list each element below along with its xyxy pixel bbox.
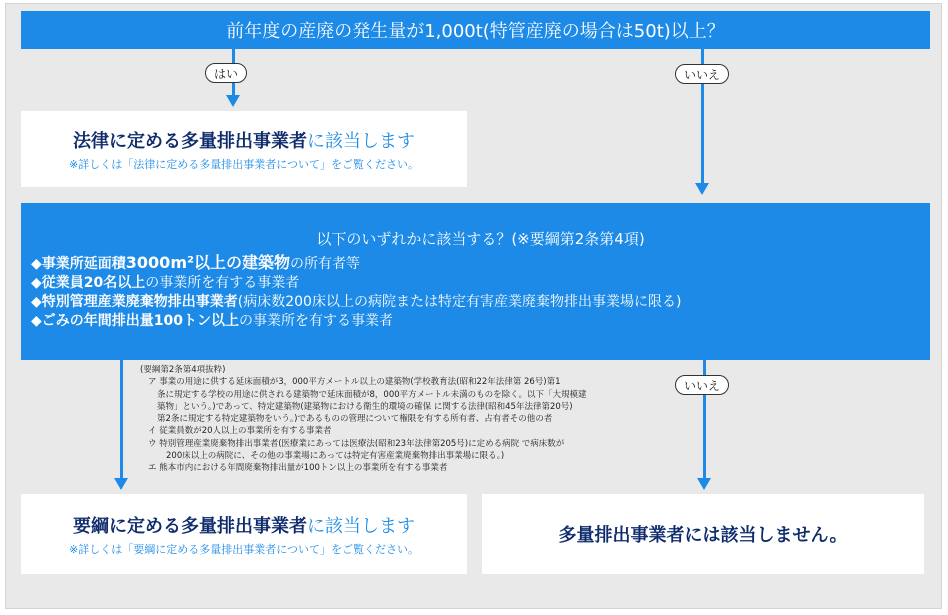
yes-connector-line-2	[120, 360, 123, 478]
no-arrowhead-1	[695, 183, 709, 195]
result-guideline-suffix: に該当します	[307, 515, 415, 537]
result-not-box	[482, 494, 924, 574]
result-not-text: 多量排出事業者には該当しません。	[558, 525, 848, 546]
criteria-item-rest: の事業所を有する事業者	[145, 275, 300, 291]
result-guideline-box	[21, 494, 467, 574]
no-label-1: いいえ	[675, 64, 729, 84]
excerpt-line: エ 熊本市内における年間廃棄物排出量が100トン以上の事業所を有する事業者	[148, 463, 448, 474]
criteria-item	[31, 274, 930, 293]
criteria-item-emphasis: 3000m²以上の建築物	[125, 253, 290, 272]
criteria-item	[31, 312, 930, 331]
criteria-item-rest: の所有者等	[290, 256, 360, 272]
result-law-title	[73, 127, 415, 153]
question-2-title: 以下のいずれかに該当する？(※要綱第2条第4項)	[316, 230, 645, 248]
criteria-item-bold: ◆従業員20名以上	[31, 275, 146, 291]
result-guideline-title	[73, 512, 415, 538]
result-law-note: ※詳しくは「法律に定める多量排出事業者について」をご覧ください。	[69, 157, 419, 171]
criteria-item-bold: ◆ごみの年間排出量100トン以上	[31, 313, 239, 329]
criteria-item-rest: (病床数200床以上の病院または特定有害産業廃棄物排出事業場に限る)	[237, 294, 682, 310]
yes-arrowhead-2	[114, 478, 128, 490]
result-guideline-note: ※詳しくは「要綱に定める多量排出事業者について」をご覧ください。	[69, 542, 419, 556]
criteria-item-rest: の事業所を有する事業者	[239, 313, 393, 329]
no-arrowhead-2	[697, 478, 711, 490]
excerpt-line: ウ 特別管理産業廃棄物排出事業者(医療業にあっては医療法(昭和23年法律第205号)に定める病院 で病床数が	[148, 438, 565, 449]
excerpt-line: 築物」という。)であって、特定建築物(建築物における衛生的環境の確保 に関する法律(昭和45年法律第20号)	[157, 401, 573, 412]
result-guideline-bold: 要綱に定める多量排出事業者	[73, 515, 307, 537]
excerpt-line: 200床以上の病院に、その他の事業場にあっては特定有害産業廃棄物排出事業場に限る。)	[166, 451, 505, 462]
question-1-box	[21, 11, 930, 49]
excerpt-line: ア 事業の用途に供する延床面積が3，000平方メートル以上の建築物(学校教育法(昭和22年法律第 26号)第1	[148, 377, 561, 388]
yes-label: はい	[205, 63, 247, 83]
excerpt-line: 第2条に規定する特定建築物をいう。)であるものの管理について権限を有する所有者、占有者その他の者	[157, 414, 553, 425]
criteria-item-bold: ◆事業所延面積	[31, 256, 126, 272]
no-label-2: いいえ	[675, 375, 729, 395]
excerpt-line: 条に規定する学校の用途に供される建築物で延床面積が8，000平方メートル未満のものを除く。以下「大規模建	[157, 389, 587, 400]
excerpt-line: イ 従業員数が20人以上の事業所を有する事業者	[148, 426, 332, 437]
result-law-box	[21, 111, 467, 187]
question-1-text: 前年度の産廃の発生量が1,000t(特管産廃の場合は50t)以上？	[226, 21, 725, 42]
criteria-item	[31, 293, 930, 312]
yes-arrowhead	[226, 95, 240, 107]
excerpt-heading: (要綱第2条第4項抜粋)	[140, 365, 226, 375]
criteria-item-bold: ◆特別管理産業廃棄物排出事業者	[31, 294, 238, 310]
result-law-suffix: に該当します	[307, 130, 415, 152]
criteria-item	[31, 253, 930, 274]
guideline-excerpt	[140, 364, 685, 475]
result-law-bold: 法律に定める多量排出事業者	[73, 130, 307, 152]
question-2-box	[21, 203, 930, 360]
